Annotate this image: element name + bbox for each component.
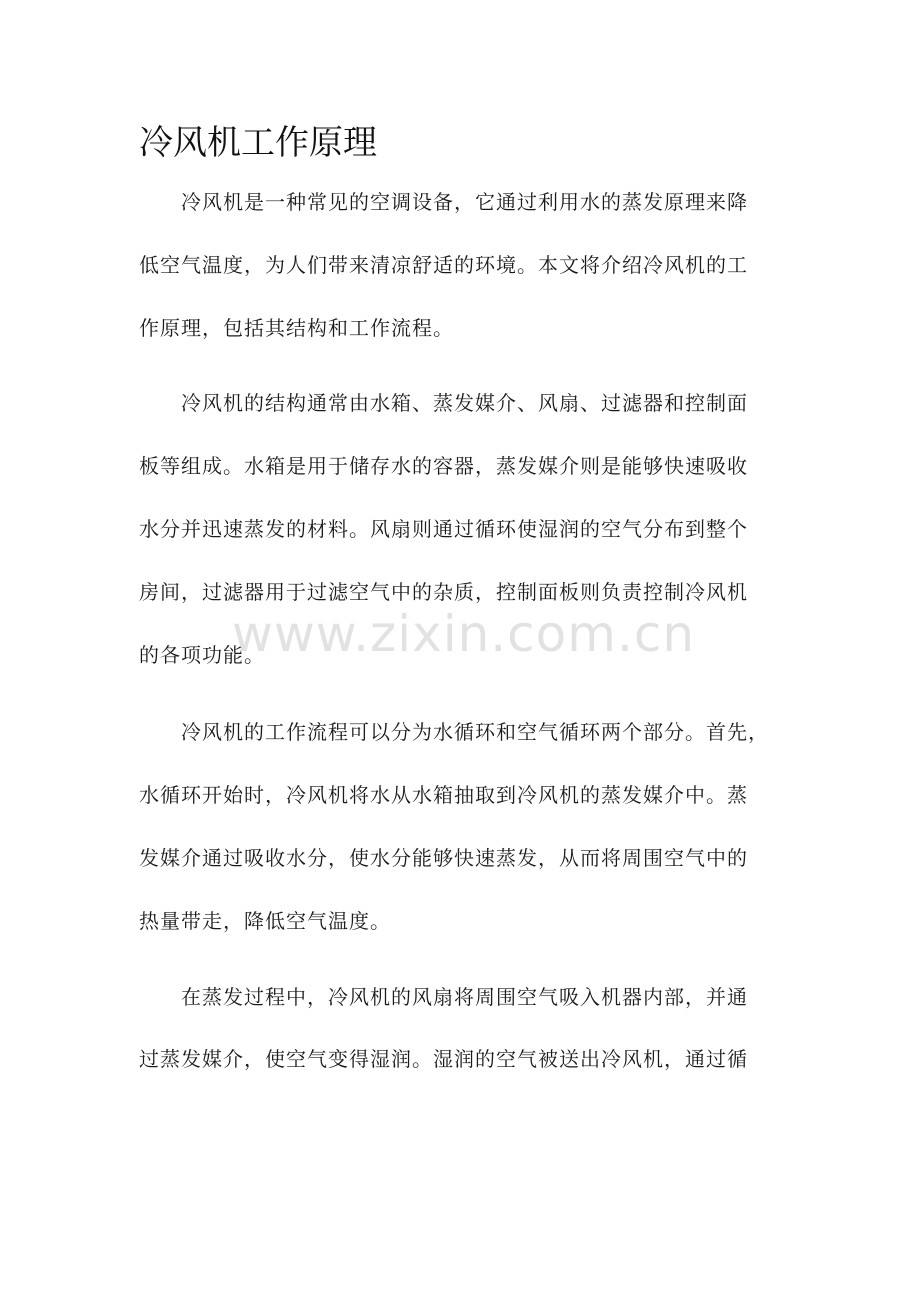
paragraph-4-line-2: 过蒸发媒介，使空气变得湿润。湿润的空气被送出冷风机，通过循: [139, 1047, 748, 1071]
paragraph-2-line-4: 房间，过滤器用于过滤空气中的杂质，控制面板则负责控制冷风机: [139, 580, 748, 604]
paragraph-1-line-1: 冷风机是一种常见的空调设备，它通过利用水的蒸发原理来降: [181, 190, 748, 214]
watermark-text: www.zixin.com.cn: [232, 605, 696, 663]
paragraph-3-line-3: 发媒介通过吸收水分，使水分能够快速蒸发，从而将周围空气中的: [139, 846, 748, 870]
paragraph-2-line-1: 冷风机的结构通常由水箱、蒸发媒介、风扇、过滤器和控制面: [181, 391, 748, 415]
paragraph-3-line-1: 冷风机的工作流程可以分为水循环和空气循环两个部分。首先，: [181, 720, 769, 744]
paragraph-2-line-2: 板等组成。水箱是用于储存水的容器，蒸发媒介则是能够快速吸收: [139, 454, 748, 478]
document-title: 冷风机工作原理: [139, 123, 377, 163]
paragraph-4-line-1: 在蒸发过程中，冷风机的风扇将周围空气吸入机器内部，并通: [181, 985, 748, 1009]
paragraph-3-line-4: 热量带走，降低空气温度。: [139, 909, 391, 933]
paragraph-1-line-3: 作原理，包括其结构和工作流程。: [139, 316, 454, 340]
paragraph-2-line-3: 水分并迅速蒸发的材料。风扇则通过循环使湿润的空气分布到整个: [139, 517, 748, 541]
paragraph-1-line-2: 低空气温度，为人们带来清凉舒适的环境。本文将介绍冷风机的工: [139, 253, 748, 277]
paragraph-2-line-5: 的各项功能。: [139, 643, 265, 667]
paragraph-3-line-2: 水循环开始时，冷风机将水从水箱抽取到冷风机的蒸发媒介中。蒸: [139, 783, 748, 807]
